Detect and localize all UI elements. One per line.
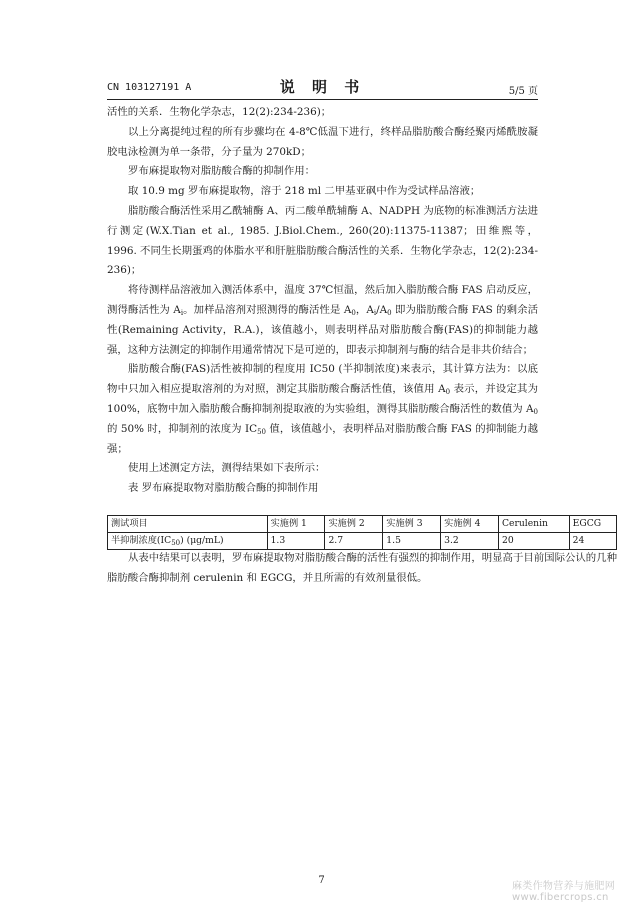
paragraph-1: 活性的关系．生物化学杂志，12(2):234-236)； <box>107 106 332 118</box>
table-header-cell: 测试项目 <box>108 516 268 533</box>
table-row-label: 半抑制浓度$(IC_{50})$ (μg/mL) <box>108 533 268 550</box>
table-row <box>108 533 617 550</box>
table-cell: 1.3 <box>267 533 325 550</box>
document-title: 说 明 书 <box>279 78 366 96</box>
main-text <box>107 103 538 499</box>
table-header-cell: 实施例 3 <box>383 516 441 533</box>
table-cell: 24 <box>569 533 616 550</box>
table-cell: 20 <box>499 533 570 550</box>
table-caption: 表 罗布麻提取物对脂肪酸合酶的抑制作用 <box>128 482 319 495</box>
page-number: 7 <box>318 875 325 886</box>
table-cell: 1.5 <box>383 533 441 550</box>
header-divider <box>107 99 538 100</box>
section-heading: 罗布麻提取物对脂肪酸合酶的抑制作用： <box>128 165 316 178</box>
patent-number: CN 103127191 A <box>107 82 192 93</box>
results-table <box>107 515 617 550</box>
table-cell: 2.7 <box>325 533 383 550</box>
table-header-cell: 实施例 1 <box>267 516 325 533</box>
page-indicator: 5/5 页 <box>508 86 538 97</box>
paragraph-6: 将待测样品溶液加入测活体系中，温度 37℃恒温，然后加入脂肪酸合酶 FAS 启动反应，测得酶活性为 $A_i$。加样品溶剂对照测得的酶活性是 $A_0$，$A_i/A_0$ 即为脂肪酸合酶 FAS 的剩余活性(Remaining Activity，R.A.)，该值越小，则表明样品对脂肪酸合酶(FAS)的抑制能力越强，这种方法测定的抑制作用通常情况下是可逆的，即表示抑制剂与酶的结合是非共价结合； <box>107 284 538 356</box>
paragraph-5: 脂肪酸合酶活性采用乙酰辅酶 A、丙二酸单酰辅酶 A、NADPH 为底物的标准测活方法进行测定(W.X.Tian et al., 1985. J.Biol.Chem., 260(20):11375-11387；田维熙等， 1996. 不同生长期蛋鸡的体脂水平和肝脏脂肪酸合酶活性的关系．生物化学杂志，12(2):234-236)； <box>107 204 538 277</box>
table-header-cell: EGCG <box>569 516 616 533</box>
page-header <box>107 76 538 98</box>
paragraph-2: 以上分离提纯过程的所有步骤均在 4-8℃低温下进行，终样品脂肪酸合酶经聚丙烯酰胺凝胶电泳检测为单一条带，分子量为 270kD； <box>107 125 538 158</box>
paragraph-8: 使用上述测定方法，测得结果如下表所示： <box>128 462 326 475</box>
table-header-cell: 实施例 2 <box>325 516 383 533</box>
paragraph-7: 脂肪酸合酶(FAS)活性被抑制的程度用 IC50 (半抑制浓度)来表示，其计算方法为：以底物中只加入相应提取溶剂的为对照，测定其脂肪酸合酶活性值，该值用 $A_0$ 表示，并设定其为 100%，底物中加入脂肪酸合酶抑制剂提取液的为实验组，测得其脂肪酸合酶活性的数值为 $A_0$ 的 50% 时，抑制剂的浓度为 $IC_{50}$ 值，该值越小，表明样品对脂肪酸合酶 FAS 的抑制能力越强； <box>107 363 538 455</box>
paragraph-4: 取 10.9 mg 罗布麻提取物，溶于 218 ml 二甲基亚砜中作为受试样品溶液； <box>128 185 481 198</box>
table-cell: 3.2 <box>441 533 499 550</box>
table-header-row <box>108 516 617 533</box>
table-header-cell: 实施例 4 <box>441 516 499 533</box>
table-header-cell: Cerulenin <box>499 516 570 533</box>
conclusion-paragraph: 从表中结果可以表明，罗布麻提取物对脂肪酸合酶的活性有强烈的抑制作用，明显高于目前国际公认的几种脂肪酸合酶抑制剂 cerulenin 和 EGCG，并且所需的有效剂量很低。 <box>107 552 617 584</box>
watermark: 麻类作物营养与施肥网 www.fibercrops.cn <box>512 881 615 903</box>
